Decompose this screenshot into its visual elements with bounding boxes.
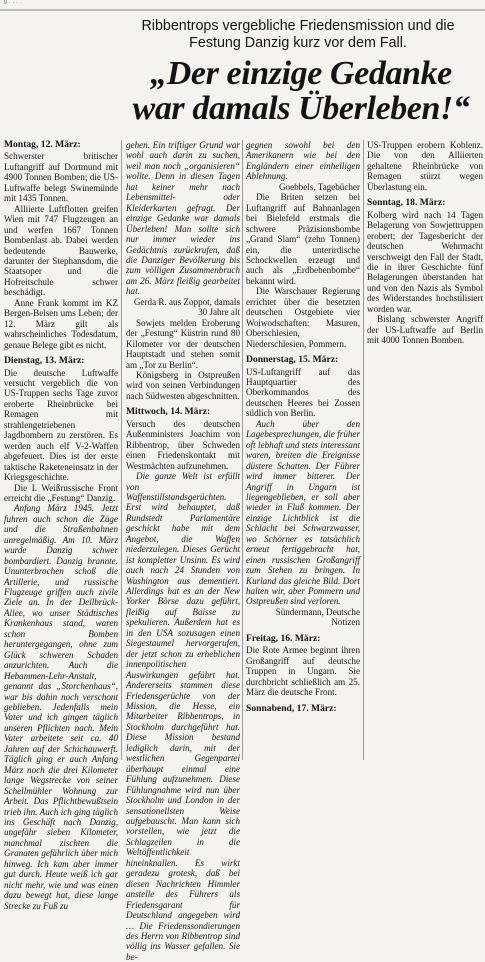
- article-paragraph: Anfang März 1945. Jetzt fuhren auch schon die Züge und die Straßenbahnen unregelmäßig. Am 10. März wurde Danzig schwer bombardiert. Danzig brannte. Ununterbrochen schoß die Artillerie, und russische Flugzeuge griffen auch zivile Ziele an. In der Dellbrück-Allee, wo unser Städtisches Krankenhaus stand, waren schon Bomben heruntergegangen, ohne zum Glück schweren Schaden anzurichten. Auch die Hebammen-Lehr-Anstalt, genannt das „Storchenhaus“, war bis dahin noch verschont geblieben. Jedenfalls mein Vater und ich gingen täglich unseren Pflichten nach. Mein Vater arbeitete seit ca. 40 Jahren auf der Schichauwerft. Täglich ging er auch Anfang März noch die drei Kilometer lange Wegstrecke von seiner Schellmühler Wohnung zur Arbeit. Das Pflichtbewußtsein trieb ihn. Auch ich ging täglich ins Geschäft nach Danzig, ungefähr sieben Kilometer, manchmal zischten die Granaten gefährlich über mich hinweg. Ich kam aber immer gut durch. Heute weiß ich gar nicht mehr, wie und was einen dazu bewegt hat, diese lange Strecke zu Fuß zu: [4, 503, 118, 911]
- source-credit: Sündermann, Deutsche Notizen: [275, 606, 360, 628]
- date-heading: Dienstag, 13. März:: [4, 355, 85, 367]
- column-2: [126, 140, 240, 962]
- article-paragraph: Schwerster britischer Luftangriff auf Dortmund mit 4900 Tonnen Bomben; die US-Luftwaffe belegt Swinemünde mit 1435 Tonnen.: [4, 151, 118, 204]
- article-paragraph: Die Warschauer Regierung errichtet über die besetzten deutschen Ostgebiete vier Woiwodschaften: Masuren, Oberschlesien, Niederschlesien, Pommern.: [246, 286, 360, 349]
- date-heading: Montag, 12. März:: [4, 139, 81, 150]
- date-heading: Sonntag, 18. März:: [367, 197, 446, 209]
- date-heading: Mittwoch, 14. März:: [126, 406, 211, 418]
- article-paragraph: Kolberg wird nach 14 Tagen Belagerung von Sowjettruppen erobert; der Tagesbericht der deutschen Wehrmacht verschweigt den Fall der Stadt, die in ihrer Geschichte fünf Belagerungen überstanden hat und von den Nazis als Symbol des Widerstandes hochstilisiert worden war.: [367, 209, 483, 314]
- article-paragraph: Die Briten setzen bei Luftangriff auf Bahnanlagen bei Bielefeld erstmals die schwere Präzisionsbombe „Grand Slam“ (zehn Tonnen) ein, die unterirdische Schockwellen erzeugt und auch als „Erdbebenbombe“ bekannt wird.: [246, 192, 360, 286]
- article-paragraph: gegnen sowohl bei den Amerikanern wie bei den Engländern einer einhelligen Ablehnung.: [246, 140, 360, 182]
- article-paragraph: Die Rote Armee beginnt ihren Großangriff auf deutsche Truppen in Ungarn. Sie durchbricht schließlich am 25. März die deutsche Front.: [246, 645, 360, 698]
- source-credit: Goebbels, Tagebücher: [278, 181, 360, 192]
- column-rule: [363, 140, 364, 760]
- column-rule: [242, 140, 243, 760]
- date-heading: Donnerstag, 15. März:: [246, 354, 339, 366]
- column-3: [246, 140, 360, 760]
- article-paragraph: Königsberg in Ostpreußen wird von seinen Verbindungen nach Südwesten abgeschnitten.: [126, 369, 240, 401]
- top-strip: [0, 0, 485, 12]
- article-paragraph: Bislang schwerster Angriff der US-Luftwaffe auf Berlin mit 4000 Tonnen Bomben.: [367, 314, 483, 346]
- article-headline: „Der einzige Gedanke war damals Überleben!“: [132, 55, 470, 127]
- article-paragraph: Die ganze Welt ist erfüllt von Waffenstillstandsgerüchten. Erst wird behauptet, daß Rundstedt Parlamentäre geschickt habe mit dem Angebot, die Waffen niederzulegen. Dieses Gerücht ist kompletter Unsinn. Es wird auch nach 24 Stunden von Washington aus dementiert. Allerdings hat es an der New Yorker Börse dazu geführt, fleißig auf Baisse zu spekulieren. Außerdem hat es in den USA sozusagen einen Siegestaumel hervorgerufen, der jetzt schon zu erheblichen innenpolitischen Auswirkungen geführt hat. Andererseits stammen diese Friedensgerüchte von der Mission, die Hesse, ein Mitarbeiter Ribbentrops, in Stockholm durchgeführt hat. Diese Mission bestand lediglich darin, mit der westlichen Gegenpartei überhaupt einmal eine Fühlung aufzunehmen. Diese Fühlungnahme wird nun über Stockholm und London in der sensationellsten Weise aufgebauscht. Man kann sich vorstellen, wie jetzt die Schlagzeilen in die Weltöffentlichkeit hineinknallen. Es wirkt geradezu grotesk, daß bei diesen Nachrichten Himmler anstelle des Führers als Friedensgarant für Deutschland angegeben wird … Die Friedenssondierungen des Herrn von Ribbentrop sind völlig ins Wasser gefallen. Sie be-: [126, 471, 240, 962]
- article-paragraph: Alliierte Luftflotten greifen Wien mit 747 Flugzeugen an und werfen 1667 Tonnen Bombenlast ab. Dabei werden bedeutende Bauwerke, darunter der Stephansdom, die Staatsoper und die Hofreitschule schwer beschädigt.: [4, 203, 118, 298]
- column-4: [367, 140, 483, 760]
- top-strip-text: · 9 · · · ·: [0, 0, 22, 6]
- column-1: [4, 139, 118, 911]
- date-heading: Sonnabend, 17. März:: [246, 702, 337, 714]
- article-paragraph: Anne Frank kommt im KZ Bergen-Belsen ums Leben; der 12. März gilt als wahrscheinliches Todesdatum, genaue Belege gibt es nicht.: [4, 297, 118, 350]
- article-paragraph: Die deutsche Luftwaffe versucht vergeblich die von US-Truppen sechs Tage zuvor eroberte Rheinbrücke bei Remagen mit strahlengetriebenen Jagdbombern zu zerstören. Es werden auch elf V-2-Waffen abgefeuert. Dies ist der erste taktische Raketeneinsatz in der Kriegsgeschichte.: [4, 367, 118, 483]
- article-paragraph: Auch über den Lagebesprechungen, die früher oft lebhaft und stets interessant waren, breiten die Ereignisse düstere Schatten. Der Führer wird immer bitterer. Der Angriff in Ungarn ist liegengeblieben, er soll aber wieder in Fluß kommen. Der einzige Lichtblick ist die Schlacht bei Schwarzwasser, wo Schörner es tatsächlich erneut fertiggebracht hat, einen russischen Großangriff zum Stehen zu bringen. In Kurland das gleiche Bild. Dort halten wir, aber Pommern und Ostpreußen sind verloren.: [246, 418, 360, 607]
- column-rule: [121, 140, 122, 760]
- article-paragraph: Sowjets melden Eroberung der „Festung“ Küstrin rund 80 Kilometer vor der deutschen Hauptstadt und stehen somit am „Tor zu Berlin“.: [126, 317, 240, 370]
- article-paragraph: US-Truppen erobern Koblenz. Die von den Alliierten gehaltene Rheinbrücke von Remagen stürzt wegen Überlastung ein.: [367, 140, 483, 192]
- article-subtitle: Ribbentrops vergebliche Friedensmission und die Festung Danzig kurz vor dem Fall.: [141, 18, 455, 51]
- article-paragraph: US-Luftangriff auf das Hauptquartier des Oberkommandos des deutschen Heeres bei Zossen südlich von Berlin.: [246, 366, 360, 419]
- article-paragraph: gehen. Ein triftiger Grund war wohl auch darin zu suchen, weil man noch „organisieren“ wollte. Denn in diesen Tagen hat keiner mehr nach Lebensmittel- oder Kleiderkarten gefragt. Der einzige Gedanke war damals Überleben! Man sollte sich nur immer wieder ins Gedächtnis zurückrufen, daß die Danziger Bevölkerung bis zum völligen Zusammenbruch am 26. März fleißig gearbeitet hat.: [126, 140, 240, 297]
- article-paragraph: Die I. Weißrussische Front erreicht die „Festung“ Danzig.: [4, 482, 118, 503]
- article-paragraph: Versuch des deutschen Außenministers Joachim von Ribbentrop, über Schweden einen Friedenskontakt mit Westmächten aufzunehmen.: [126, 418, 240, 471]
- top-rule: [0, 9, 485, 11]
- date-heading: Freitag, 16. März:: [246, 632, 321, 644]
- source-credit: Gerda R. aus Zoppot, damals 30 Jahre alt: [133, 296, 240, 318]
